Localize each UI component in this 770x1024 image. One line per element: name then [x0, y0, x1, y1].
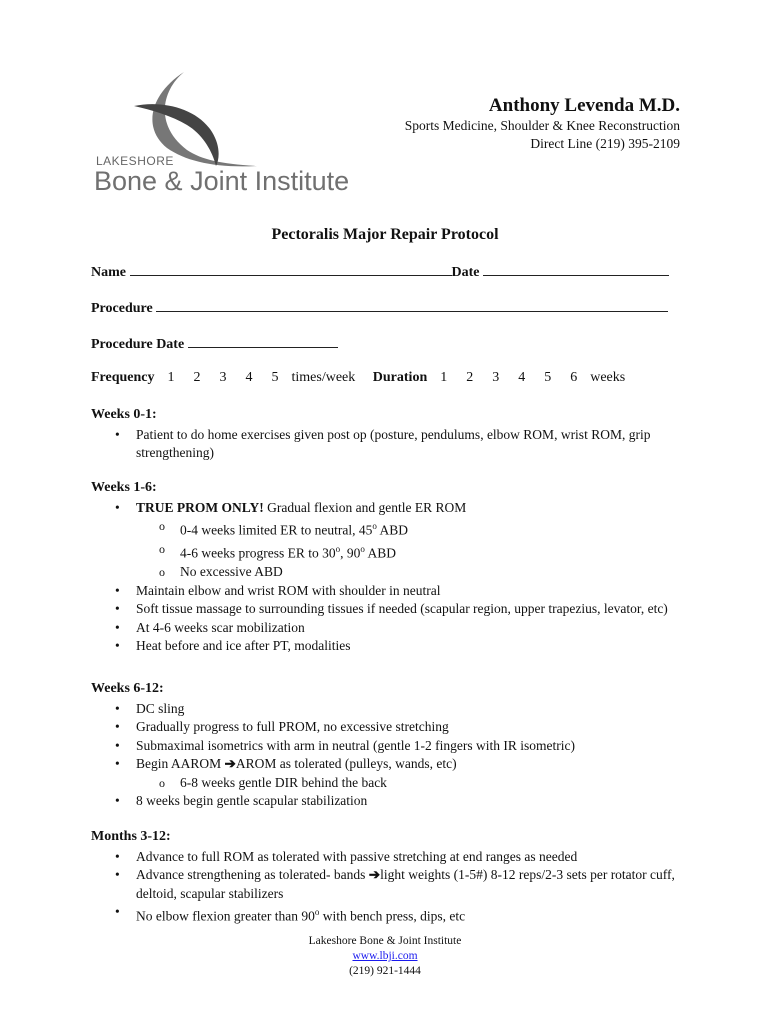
footer-website-link[interactable]: www.lbji.com — [352, 950, 418, 962]
procedure-field[interactable] — [156, 298, 668, 312]
procedure-label: Procedure — [91, 301, 153, 316]
sub-item-text: , 90 — [340, 545, 361, 561]
sub-item-text: ABD — [376, 522, 408, 538]
frequency-unit: times/week — [291, 370, 356, 385]
duration-option[interactable]: 2 — [466, 370, 474, 385]
sub-item-text: 4-6 weeks progress ER to 30 — [180, 545, 336, 561]
list-item: • Maintain elbow and wrist ROM with shoulder in neutral — [91, 582, 681, 601]
date-label: Date — [451, 265, 480, 280]
name-date-row — [91, 262, 669, 281]
frequency-label: Frequency — [91, 370, 155, 385]
arrow-icon: ➔ — [368, 867, 381, 882]
list-item-text: Begin AAROM — [136, 756, 225, 771]
degree-mark: o — [360, 544, 365, 554]
sub-list-item — [136, 540, 681, 563]
degree-mark: o — [314, 907, 320, 917]
list-item-text: No elbow flexion greater than 90 — [136, 908, 315, 924]
list-item: • Heat before and ice after PT, modalities — [91, 637, 681, 656]
list-item: • Patient to do home exercises given post op (posture, pendulums, elbow ROM, wrist ROM, grip strengthening) — [91, 426, 681, 463]
sub-item-text: ABD — [364, 545, 396, 561]
list-item-emphasis: TRUE PROM ONLY! — [136, 499, 264, 515]
list-item-text: light weights (1-5#) 8-12 reps/2-3 sets per rotator cuff, deltoid, scapular stabilizers — [136, 867, 675, 901]
duration-option[interactable]: 1 — [440, 370, 448, 385]
section-title: Weeks 0-1: — [91, 407, 157, 422]
sub-list-item: o No excessive ABD — [136, 563, 681, 582]
doctor-name: Anthony Levenda M.D. — [488, 95, 680, 116]
frequency-row — [91, 370, 625, 386]
duration-label: Duration — [372, 370, 428, 385]
duration-unit: weeks — [590, 370, 626, 385]
arrow-icon: ➔ — [224, 756, 236, 771]
footer-org: Lakeshore Bone & Joint Institute — [308, 935, 462, 947]
name-field[interactable] — [130, 262, 452, 276]
duration-option[interactable]: 5 — [544, 370, 552, 385]
list-item: • Advance to full ROM as tolerated with passive stretching at end ranges as needed — [91, 848, 681, 867]
procedure-date-field[interactable] — [188, 334, 338, 348]
degree-mark: o — [335, 544, 341, 554]
list-item: • Submaximal isometrics with arm in neutral (gentle 1-2 fingers with IR isometric) — [91, 737, 681, 756]
section-weeks-6-12 — [91, 680, 681, 811]
sub-list-item: o 6-8 weeks gentle DIR behind the back — [136, 774, 681, 793]
doctor-specialty: Sports Medicine, Shoulder & Knee Reconstruction — [404, 118, 680, 133]
procedure-row — [91, 298, 668, 317]
list-item: • DC sling — [91, 700, 681, 719]
list-item-text: Gradual flexion and gentle ER ROM — [263, 499, 467, 515]
section-title: Weeks 6-12: — [91, 681, 164, 696]
section-months-3-12 — [91, 828, 681, 926]
frequency-option[interactable]: 2 — [193, 370, 201, 385]
institute-logo — [92, 70, 372, 200]
list-item-text: with bench press, dips, etc — [319, 908, 466, 924]
frequency-option[interactable]: 4 — [245, 370, 253, 385]
page-footer — [0, 934, 770, 979]
doctor-header — [405, 95, 680, 153]
logo-name-text: Bone & Joint Institute — [94, 166, 350, 196]
section-weeks-1-6 — [91, 479, 681, 656]
section-weeks-0-1 — [91, 406, 681, 463]
degree-mark: o — [372, 521, 377, 531]
doctor-direct-line: Direct Line (219) 395-2109 — [530, 136, 680, 151]
page-title: Pectoralis Major Repair Protocol — [271, 226, 499, 243]
name-label: Name — [91, 265, 126, 280]
frequency-option[interactable]: 5 — [271, 370, 279, 385]
procedure-date-label: Procedure Date — [91, 337, 185, 352]
frequency-option[interactable]: 3 — [219, 370, 227, 385]
procedure-date-row — [91, 334, 338, 353]
list-item — [91, 499, 681, 582]
footer-phone: (219) 921-1444 — [349, 965, 421, 977]
list-item: • Gradually progress to full PROM, no excessive stretching — [91, 718, 681, 737]
list-item — [91, 866, 681, 903]
list-item — [91, 903, 681, 926]
list-item — [91, 755, 681, 792]
logo-small-text: LAKESHORE — [96, 154, 174, 168]
section-title: Months 3-12: — [91, 829, 171, 844]
duration-option[interactable]: 4 — [518, 370, 526, 385]
list-item: • Soft tissue massage to surrounding tissues if needed (scapular region, upper trapezius, levator, etc) — [91, 600, 681, 619]
sub-list-item — [136, 517, 681, 540]
frequency-option[interactable]: 1 — [167, 370, 175, 385]
duration-option[interactable]: 6 — [570, 370, 578, 385]
list-item: • At 4-6 weeks scar mobilization — [91, 619, 681, 638]
section-title: Weeks 1-6: — [91, 480, 157, 495]
list-item-text: AROM as tolerated (pulleys, wands, etc) — [235, 756, 457, 771]
duration-option[interactable]: 3 — [492, 370, 500, 385]
list-item: • 8 weeks begin gentle scapular stabilization — [91, 792, 681, 811]
sub-item-text: 0-4 weeks limited ER to neutral, 45 — [180, 522, 373, 538]
list-item-text: Advance strengthening as tolerated- bands — [136, 867, 369, 882]
date-field[interactable] — [483, 262, 669, 276]
